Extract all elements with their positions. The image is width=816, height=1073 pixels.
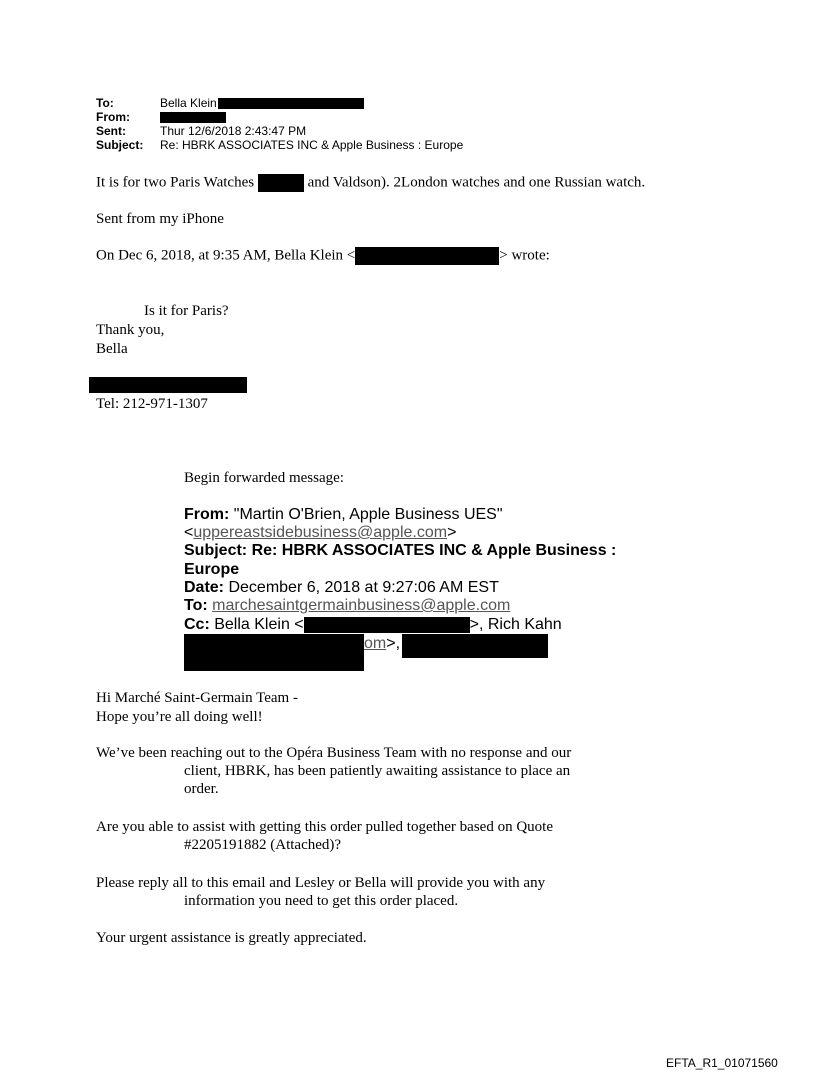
sent-value: Thur 12/6/2018 2:43:47 PM bbox=[160, 124, 307, 138]
redaction-block bbox=[184, 634, 364, 671]
quoted-tel: Tel: 212-971-1307 bbox=[96, 396, 208, 412]
from-label: From: bbox=[96, 110, 130, 124]
fwd-cc-label: Cc: bbox=[184, 616, 210, 633]
fwd-subject-value-cont: Europe bbox=[184, 561, 240, 578]
sent-from-signature: Sent from my iPhone bbox=[96, 211, 224, 227]
forwarded-header: From: "Martin O'Brien, Apple Business UES" <uppereastsidebusiness@apple.com> Subject: Re: HBRK ASSOCIATES INC & Apple Business : Europe Date: December 6, 2018 at 9:27:06 AM EST To: marchesaintgermainbusiness@apple.com Cc: Bella Klein < >, Rich Kahn bbox=[184, 506, 617, 633]
subject-label: Subject: bbox=[96, 138, 144, 152]
quote-intro: On Dec 6, 2018, at 9:35 AM, Bella Klein < > wrote: bbox=[96, 247, 550, 264]
redaction-block bbox=[258, 174, 304, 192]
fwd-subject-value: Re: HBRK ASSOCIATES INC & Apple Business : bbox=[251, 542, 617, 559]
body-paragraph-3: Please reply all to this email and Lesley or Bella will provide you with any information you need to get this order placed. bbox=[96, 875, 546, 909]
body-paragraph-1: We’ve been reaching out to the Opéra Business Team with no response and our client, HBRK, has been patiently awaiting assistance to place an order. bbox=[96, 745, 572, 797]
redaction-block bbox=[160, 112, 226, 123]
body-paragraph-2: Are you able to assist with getting this order pulled together based on Quote #2205191882 (Attached)? bbox=[96, 819, 553, 853]
subject-value: Re: HBRK ASSOCIATES INC & Apple Business : Europe bbox=[160, 138, 464, 152]
cc-continuation: om>, bbox=[364, 635, 401, 652]
fwd-to-email-link[interactable]: marchesaintgermainbusiness@apple.com bbox=[212, 597, 511, 614]
document-id: EFTA_R1_01071560 bbox=[666, 1056, 778, 1070]
redaction-block bbox=[218, 98, 364, 109]
redaction-block bbox=[402, 634, 548, 658]
body-greeting: Hi Marché Saint-Germain Team - bbox=[96, 690, 298, 706]
fwd-subject-label: Subject: bbox=[184, 542, 248, 559]
sent-label: Sent: bbox=[96, 124, 126, 138]
to-label: To: bbox=[96, 96, 114, 110]
from-value bbox=[160, 111, 226, 124]
fwd-to-label: To: bbox=[184, 597, 208, 614]
fwd-from-value: "Martin O'Brien, Apple Business UES" bbox=[233, 506, 503, 523]
quoted-question: Is it for Paris? bbox=[144, 303, 229, 319]
redaction-block bbox=[304, 617, 470, 633]
to-value: Bella Klein bbox=[160, 97, 364, 110]
fwd-date-label: Date: bbox=[184, 579, 225, 596]
body-hope: Hope you’re all doing well! bbox=[96, 709, 263, 725]
quoted-name: Bella bbox=[96, 341, 128, 357]
fwd-from-email-link[interactable]: uppereastsidebusiness@apple.com bbox=[193, 524, 448, 541]
redaction-block bbox=[89, 377, 247, 393]
fwd-date-value: December 6, 2018 at 9:27:06 AM EST bbox=[228, 579, 499, 596]
reply-line: It is for two Paris Watches and Valdson). 2London watches and one Russian watch. bbox=[96, 174, 646, 191]
quoted-thanks: Thank you, bbox=[96, 322, 165, 338]
email-header bbox=[96, 97, 596, 157]
begin-forwarded: Begin forwarded message: bbox=[184, 470, 344, 486]
fwd-from-label: From: bbox=[184, 506, 230, 523]
redaction-block bbox=[355, 247, 499, 265]
body-paragraph-4: Your urgent assistance is greatly appreciated. bbox=[96, 930, 367, 946]
